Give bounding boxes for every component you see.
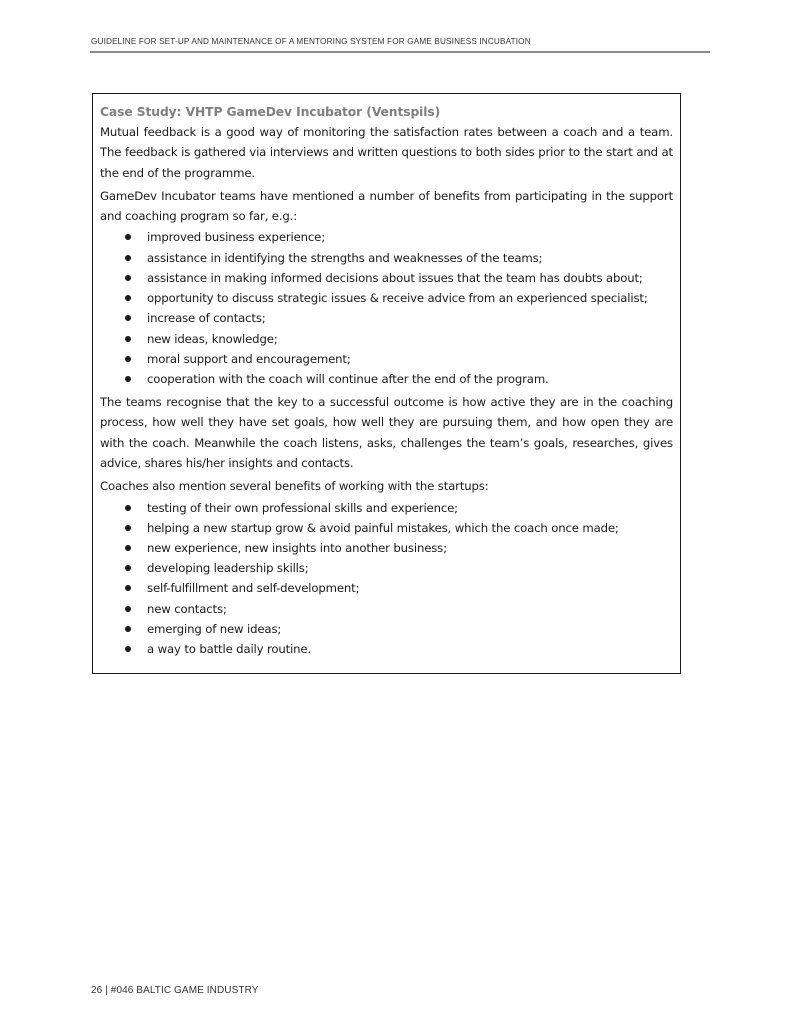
list-item: assistance in identifying the strengths and weaknesses of the teams; xyxy=(100,248,673,268)
team-benefits-list xyxy=(100,227,673,389)
list-item: new contacts; xyxy=(100,599,673,619)
bullet-icon xyxy=(125,505,131,511)
bullet-icon xyxy=(125,356,131,362)
bullet-icon xyxy=(125,626,131,632)
bullet-icon xyxy=(125,525,131,531)
list-item: cooperation with the coach will continue after the end of the program. xyxy=(100,369,673,389)
list-item: new experience, new insights into another business; xyxy=(100,538,673,558)
list-item: developing leadership skills; xyxy=(100,558,673,578)
list-item: new ideas, knowledge; xyxy=(100,329,673,349)
bullet-icon xyxy=(125,315,131,321)
case-study-title: Case Study: VHTP GameDev Incubator (Ventspils) xyxy=(100,105,441,119)
team-benefits-intro: GameDev Incubator teams have mentioned a number of benefits from participating in the support and coaching program so far, e.g.: xyxy=(100,188,673,224)
case-study-box xyxy=(92,93,681,674)
list-item: moral support and encouragement; xyxy=(100,349,673,369)
list-item: a way to battle daily routine. xyxy=(100,639,673,659)
bullet-icon xyxy=(125,376,131,382)
header-divider xyxy=(90,51,710,53)
list-item: increase of contacts; xyxy=(100,308,673,328)
bullet-icon xyxy=(125,275,131,281)
list-item: testing of their own professional skills and experience; xyxy=(100,498,673,518)
bullet-icon xyxy=(125,545,131,551)
bullet-icon xyxy=(125,295,131,301)
bullet-icon xyxy=(125,606,131,612)
bullet-icon xyxy=(125,585,131,591)
list-item: self-fulfillment and self-development; xyxy=(100,578,673,598)
list-item: improved business experience; xyxy=(100,227,673,247)
list-item: emerging of new ideas; xyxy=(100,619,673,639)
success-factors-paragraph: The teams recognise that the key to a successful outcome is how active they are in the coaching process, how well they have set goals, how well they are pursuing them, and how open they are with the coach. Meanwhile the coach listens, asks, challenges the team’s goals, researches, gives advice, shares his/her insights and contacts. xyxy=(100,395,673,470)
bullet-icon xyxy=(125,565,131,571)
bullet-icon xyxy=(125,234,131,240)
coach-benefits-list xyxy=(100,498,673,660)
list-item: assistance in making informed decisions about issues that the team has doubts about; xyxy=(100,268,673,288)
coach-benefits-intro: Coaches also mention several benefits of working with the startups: xyxy=(100,479,489,494)
page-footer: 26 | #046 BALTIC GAME INDUSTRY xyxy=(91,985,259,996)
list-item: helping a new startup grow & avoid painful mistakes, which the coach once made; xyxy=(100,518,673,538)
running-header: GUIDELINE FOR SET-UP AND MAINTENANCE OF A MENTORING SYSTEM FOR GAME BUSINESS INCUBATION xyxy=(91,37,531,46)
bullet-icon xyxy=(125,646,131,652)
list-item: opportunity to discuss strategic issues & receive advice from an experienced specialist; xyxy=(100,288,673,308)
bullet-icon xyxy=(125,336,131,342)
bullet-icon xyxy=(125,255,131,261)
intro-paragraph: Mutual feedback is a good way of monitoring the satisfaction rates between a coach and a team. The feedback is gathered via interviews and written questions to both sides prior to the start and at the end of the programme. xyxy=(100,125,673,180)
